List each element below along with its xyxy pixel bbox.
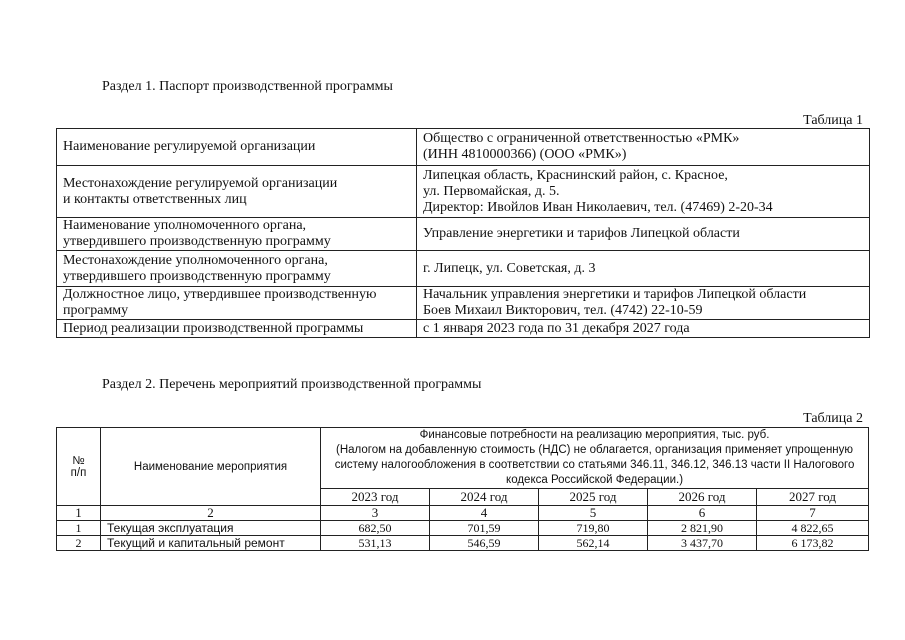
col-name-header: Наименование мероприятия	[101, 428, 321, 506]
row-label: Наименование уполномоченного органа, утвердившего производственную программу	[57, 218, 417, 251]
column-number: 6	[648, 506, 757, 521]
row-value: Управление энергетики и тарифов Липецкой области	[417, 218, 870, 251]
row-label: Наименование регулируемой организации	[57, 129, 417, 166]
amount-cell: 682,50	[321, 521, 430, 536]
activity-name: Текущий и капитальный ремонт	[101, 536, 321, 551]
row-label: Период реализации производственной программы	[57, 320, 417, 338]
column-numbers-row	[57, 506, 869, 521]
col-num-header: № п/п	[57, 428, 101, 506]
row-number: 1	[57, 521, 101, 536]
year-header: 2023 год	[321, 489, 430, 506]
column-number: 7	[757, 506, 869, 521]
financial-needs-header: Финансовые потребности на реализацию мероприятия, тыс. руб. (Налогом на добавленную стоимость (НДС) не облагается, организация применяет упрощенную систему налогообложения в соответствии со статьями 346.11, 346.12, 346.13 части II Налогового кодекса Российской Федерации.)	[321, 428, 869, 489]
table-row	[57, 129, 870, 166]
amount-cell: 719,80	[539, 521, 648, 536]
activity-name: Текущая эксплуатация	[101, 521, 321, 536]
section1-heading: Раздел 1. Паспорт производственной программы	[102, 79, 393, 94]
row-value: с 1 января 2023 года по 31 декабря 2027 года	[417, 320, 870, 338]
amount-cell: 4 822,65	[757, 521, 869, 536]
table-row	[57, 521, 869, 536]
table-header-row	[57, 428, 869, 489]
row-value: Общество с ограниченной ответственностью «РМК» (ИНН 4810000366) (ООО «РМК»)	[417, 129, 870, 166]
column-number: 2	[101, 506, 321, 521]
column-number: 5	[539, 506, 648, 521]
row-value: г. Липецк, ул. Советская, д. 3	[417, 251, 870, 287]
year-header: 2027 год	[757, 489, 869, 506]
table-row	[57, 251, 870, 287]
amount-cell: 701,59	[430, 521, 539, 536]
row-label: Местонахождение регулируемой организации и контакты ответственных лиц	[57, 166, 417, 218]
table-row	[57, 320, 870, 338]
row-value: Начальник управления энергетики и тарифов Липецкой области Боев Михаил Викторович, тел. (4742) 22-10-59	[417, 287, 870, 320]
column-number: 1	[57, 506, 101, 521]
table-row	[57, 536, 869, 551]
table-row	[57, 166, 870, 218]
table-row	[57, 218, 870, 251]
amount-cell: 546,59	[430, 536, 539, 551]
table-row	[57, 287, 870, 320]
column-number: 3	[321, 506, 430, 521]
amount-cell: 6 173,82	[757, 536, 869, 551]
column-number: 4	[430, 506, 539, 521]
year-header: 2026 год	[648, 489, 757, 506]
row-value: Липецкая область, Краснинский район, с. Красное, ул. Первомайская, д. 5. Директор: Ивойлов Иван Николаевич, тел. (47469) 2-20-34	[417, 166, 870, 218]
row-label: Должностное лицо, утвердившее производственную программу	[57, 287, 417, 320]
year-header: 2025 год	[539, 489, 648, 506]
row-label: Местонахождение уполномоченного органа, утвердившего производственную программу	[57, 251, 417, 287]
passport-table	[56, 128, 870, 338]
amount-cell: 2 821,90	[648, 521, 757, 536]
row-number: 2	[57, 536, 101, 551]
amount-cell: 531,13	[321, 536, 430, 551]
table2-caption: Таблица 2	[803, 411, 863, 426]
amount-cell: 3 437,70	[648, 536, 757, 551]
section2-heading: Раздел 2. Перечень мероприятий производственной программы	[102, 377, 482, 392]
year-header: 2024 год	[430, 489, 539, 506]
table1-caption: Таблица 1	[803, 113, 863, 128]
amount-cell: 562,14	[539, 536, 648, 551]
activities-table	[56, 427, 869, 551]
